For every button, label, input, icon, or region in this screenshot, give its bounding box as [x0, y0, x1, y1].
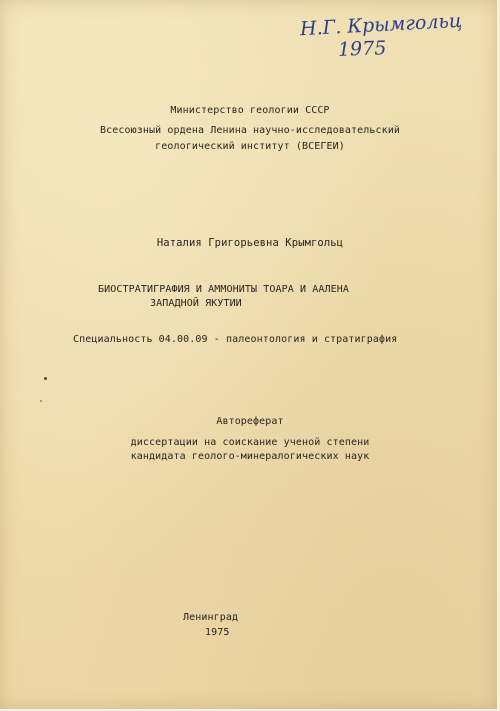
abstract-line-2: кандидата геолого-минералогических наук — [130, 451, 370, 462]
author-name: Наталия Григорьевна Крымгольц — [156, 237, 344, 249]
institute-name-line: геологический институт (ВСЕГЕИ) — [155, 141, 345, 152]
abstract-line-1: диссертации на соискание ученой степени — [130, 437, 370, 448]
imprint-year: 1975 — [205, 627, 230, 638]
paper-speck — [44, 377, 47, 380]
handwritten-author-note: Н.Г. Крымгольц — [299, 9, 463, 41]
paper-speck — [40, 400, 42, 402]
handwritten-year: 1975 — [337, 37, 387, 61]
ministry-line: Министерство геологии СССР — [170, 105, 330, 116]
institute-line: Всесоюзный ордена Ленина научно-исследовательский — [100, 125, 400, 136]
title-line-2: ЗАПАДНОЙ ЯКУТИИ — [150, 298, 242, 309]
abstract-heading: Автореферат — [216, 416, 284, 427]
imprint-city: Ленинград — [183, 612, 239, 623]
specialty-line: Специальность 04.00.09 - палеонтология и стратиграфия — [73, 334, 398, 345]
title-line-1: БИОСТРАТИГРАФИЯ И АММОНИТЫ ТОАРА И ААЛЕНА — [98, 284, 349, 295]
